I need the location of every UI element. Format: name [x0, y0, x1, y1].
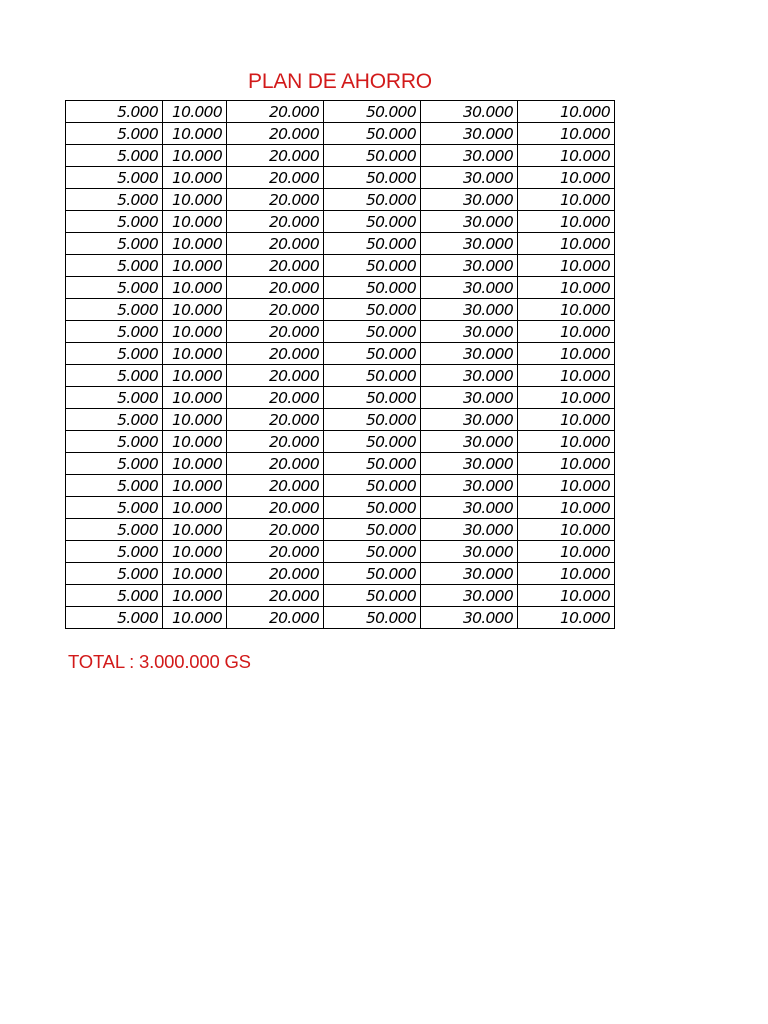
table-cell: 30.000: [421, 211, 518, 233]
table-cell: 30.000: [421, 101, 518, 123]
table-row: [66, 409, 615, 431]
table-cell: 50.000: [324, 409, 421, 431]
table-cell: 10.000: [518, 387, 615, 409]
table-cell: 10.000: [163, 321, 227, 343]
table-cell: 50.000: [324, 101, 421, 123]
table-cell: 5.000: [66, 101, 163, 123]
table-row: [66, 299, 615, 321]
table-cell: 20.000: [227, 211, 324, 233]
table-cell: 5.000: [66, 299, 163, 321]
table-cell: 50.000: [324, 475, 421, 497]
table-cell: 10.000: [518, 409, 615, 431]
table-cell: 30.000: [421, 233, 518, 255]
table-cell: 30.000: [421, 563, 518, 585]
table-cell: 10.000: [163, 541, 227, 563]
table-cell: 10.000: [518, 101, 615, 123]
table-cell: 5.000: [66, 321, 163, 343]
table-row: [66, 343, 615, 365]
table-cell: 30.000: [421, 343, 518, 365]
table-cell: 20.000: [227, 541, 324, 563]
table-cell: 10.000: [518, 541, 615, 563]
table-cell: 5.000: [66, 255, 163, 277]
table-cell: 10.000: [163, 453, 227, 475]
table-cell: 10.000: [518, 321, 615, 343]
total-amount: TOTAL : 3.000.000 GS: [68, 651, 251, 672]
table-cell: 30.000: [421, 387, 518, 409]
table-cell: 10.000: [518, 453, 615, 475]
table-cell: 50.000: [324, 189, 421, 211]
table-row: [66, 321, 615, 343]
table-cell: 20.000: [227, 585, 324, 607]
table-row: [66, 453, 615, 475]
table-cell: 30.000: [421, 541, 518, 563]
table-cell: 30.000: [421, 145, 518, 167]
table-cell: 10.000: [163, 585, 227, 607]
table-cell: 10.000: [518, 211, 615, 233]
table-cell: 10.000: [518, 343, 615, 365]
table-cell: 20.000: [227, 409, 324, 431]
table-row: [66, 277, 615, 299]
table-row: [66, 255, 615, 277]
table-cell: 50.000: [324, 277, 421, 299]
table-cell: 50.000: [324, 453, 421, 475]
table-cell: 5.000: [66, 387, 163, 409]
table-cell: 50.000: [324, 167, 421, 189]
table-cell: 10.000: [518, 431, 615, 453]
table-cell: 50.000: [324, 519, 421, 541]
table-cell: 5.000: [66, 233, 163, 255]
table-cell: 30.000: [421, 497, 518, 519]
table-cell: 5.000: [66, 145, 163, 167]
savings-table-body: [66, 101, 615, 629]
table-cell: 10.000: [518, 365, 615, 387]
table-cell: 5.000: [66, 431, 163, 453]
table-cell: 5.000: [66, 277, 163, 299]
table-cell: 10.000: [163, 101, 227, 123]
table-row: [66, 365, 615, 387]
table-cell: 30.000: [421, 321, 518, 343]
table-cell: 10.000: [163, 387, 227, 409]
table-cell: 10.000: [163, 431, 227, 453]
table-cell: 20.000: [227, 145, 324, 167]
table-cell: 30.000: [421, 299, 518, 321]
table-row: [66, 167, 615, 189]
table-cell: 10.000: [163, 497, 227, 519]
table-row: [66, 585, 615, 607]
table-cell: 50.000: [324, 563, 421, 585]
table-cell: 5.000: [66, 607, 163, 629]
table-cell: 50.000: [324, 343, 421, 365]
table-cell: 50.000: [324, 233, 421, 255]
table-cell: 10.000: [163, 211, 227, 233]
table-row: [66, 123, 615, 145]
table-cell: 10.000: [518, 233, 615, 255]
table-cell: 10.000: [163, 299, 227, 321]
table-cell: 50.000: [324, 365, 421, 387]
table-cell: 5.000: [66, 497, 163, 519]
table-cell: 10.000: [518, 585, 615, 607]
table-cell: 5.000: [66, 167, 163, 189]
table-cell: 5.000: [66, 541, 163, 563]
table-cell: 50.000: [324, 123, 421, 145]
table-cell: 30.000: [421, 475, 518, 497]
table-row: [66, 189, 615, 211]
table-cell: 30.000: [421, 453, 518, 475]
table-cell: 30.000: [421, 167, 518, 189]
table-cell: 10.000: [163, 277, 227, 299]
table-cell: 50.000: [324, 431, 421, 453]
table-cell: 10.000: [163, 563, 227, 585]
table-row: [66, 563, 615, 585]
table-cell: 10.000: [518, 145, 615, 167]
table-cell: 5.000: [66, 211, 163, 233]
table-cell: 5.000: [66, 453, 163, 475]
table-cell: 20.000: [227, 365, 324, 387]
table-cell: 20.000: [227, 431, 324, 453]
table-cell: 5.000: [66, 365, 163, 387]
table-cell: 10.000: [163, 409, 227, 431]
table-cell: 10.000: [518, 563, 615, 585]
table-cell: 50.000: [324, 145, 421, 167]
table-cell: 10.000: [163, 233, 227, 255]
table-cell: 10.000: [518, 299, 615, 321]
table-row: [66, 101, 615, 123]
table-cell: 30.000: [421, 431, 518, 453]
table-cell: 10.000: [163, 519, 227, 541]
table-cell: 20.000: [227, 497, 324, 519]
table-cell: 30.000: [421, 255, 518, 277]
table-cell: 30.000: [421, 189, 518, 211]
table-cell: 50.000: [324, 541, 421, 563]
table-cell: 20.000: [227, 343, 324, 365]
table-cell: 5.000: [66, 563, 163, 585]
table-row: [66, 497, 615, 519]
table-row: [66, 387, 615, 409]
table-cell: 20.000: [227, 519, 324, 541]
table-cell: 10.000: [163, 123, 227, 145]
table-cell: 10.000: [518, 123, 615, 145]
table-cell: 30.000: [421, 277, 518, 299]
table-cell: 20.000: [227, 189, 324, 211]
table-cell: 10.000: [163, 475, 227, 497]
table-row: [66, 519, 615, 541]
table-cell: 30.000: [421, 519, 518, 541]
table-cell: 10.000: [163, 255, 227, 277]
table-row: [66, 233, 615, 255]
table-row: [66, 431, 615, 453]
table-cell: 50.000: [324, 607, 421, 629]
table-cell: 10.000: [163, 167, 227, 189]
table-cell: 50.000: [324, 211, 421, 233]
table-row: [66, 607, 615, 629]
table-cell: 20.000: [227, 607, 324, 629]
table-cell: 5.000: [66, 585, 163, 607]
table-cell: 20.000: [227, 321, 324, 343]
table-cell: 50.000: [324, 299, 421, 321]
table-cell: 20.000: [227, 299, 324, 321]
table-cell: 10.000: [518, 255, 615, 277]
table-cell: 10.000: [518, 189, 615, 211]
table-cell: 30.000: [421, 123, 518, 145]
table-cell: 5.000: [66, 475, 163, 497]
table-cell: 10.000: [518, 497, 615, 519]
table-cell: 20.000: [227, 101, 324, 123]
table-cell: 50.000: [324, 387, 421, 409]
table-row: [66, 475, 615, 497]
table-row: [66, 211, 615, 233]
table-cell: 20.000: [227, 233, 324, 255]
table-cell: 10.000: [163, 189, 227, 211]
table-cell: 20.000: [227, 167, 324, 189]
table-cell: 10.000: [518, 167, 615, 189]
table-cell: 20.000: [227, 387, 324, 409]
table-cell: 10.000: [163, 365, 227, 387]
table-cell: 10.000: [518, 607, 615, 629]
table-cell: 50.000: [324, 497, 421, 519]
table-cell: 20.000: [227, 453, 324, 475]
table-cell: 10.000: [518, 277, 615, 299]
table-cell: 10.000: [518, 519, 615, 541]
table-cell: 10.000: [163, 343, 227, 365]
table-cell: 5.000: [66, 343, 163, 365]
table-cell: 5.000: [66, 123, 163, 145]
savings-table: [65, 100, 615, 629]
table-cell: 10.000: [163, 607, 227, 629]
table-cell: 20.000: [227, 255, 324, 277]
table-cell: 20.000: [227, 123, 324, 145]
table-cell: 30.000: [421, 365, 518, 387]
table-cell: 5.000: [66, 519, 163, 541]
table-cell: 50.000: [324, 585, 421, 607]
table-cell: 50.000: [324, 321, 421, 343]
table-cell: 20.000: [227, 277, 324, 299]
table-cell: 5.000: [66, 189, 163, 211]
table-cell: 50.000: [324, 255, 421, 277]
table-cell: 10.000: [518, 475, 615, 497]
table-cell: 20.000: [227, 475, 324, 497]
table-cell: 10.000: [163, 145, 227, 167]
table-cell: 30.000: [421, 585, 518, 607]
document-title: PLAN DE AHORRO: [248, 70, 432, 93]
table-cell: 30.000: [421, 607, 518, 629]
table-cell: 20.000: [227, 563, 324, 585]
table-row: [66, 145, 615, 167]
table-row: [66, 541, 615, 563]
table-cell: 5.000: [66, 409, 163, 431]
table-cell: 30.000: [421, 409, 518, 431]
